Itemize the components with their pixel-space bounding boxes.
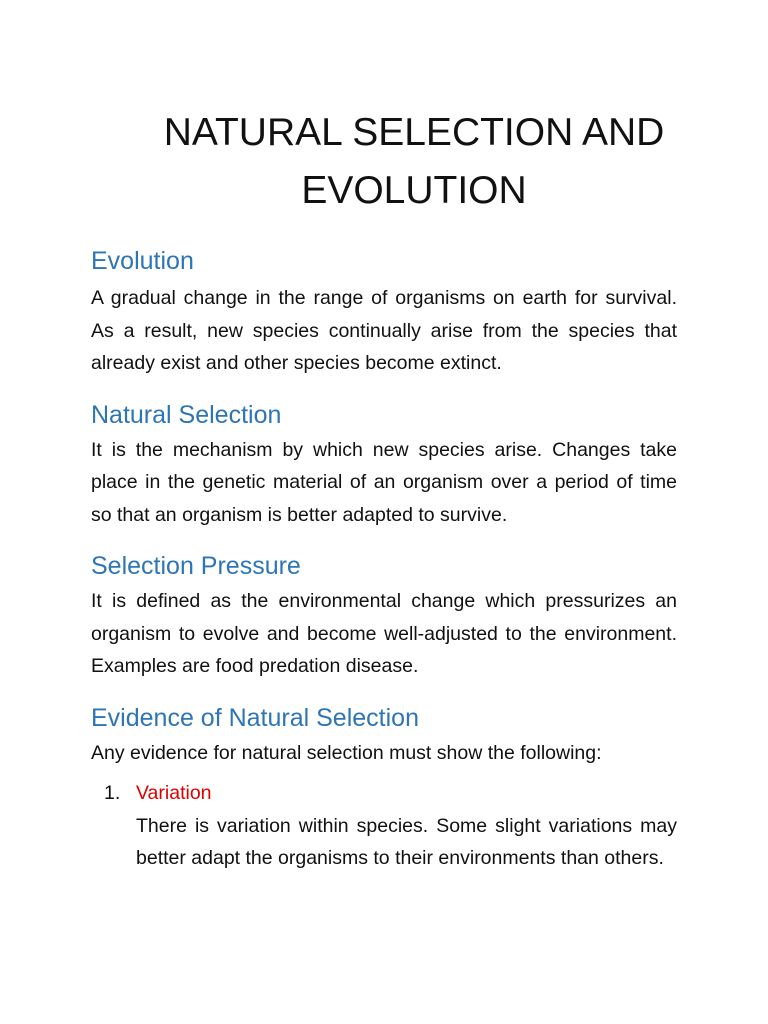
list-text: There is variation within species. Some slight variations may better adapt the organisms to their environments than others.: [136, 814, 677, 869]
section-paragraph: It is the mechanism by which new species arise. Changes take place in the genetic material of an organism over a period of time so that an organism is better adapted to survive.: [91, 438, 677, 526]
section-paragraph: A gradual change in the range of organisms on earth for survival. As a result, new species continually arise from the species that already exist and other species become extinct.: [91, 287, 677, 374]
evidence-list: [91, 777, 677, 875]
section-evolution: [91, 244, 677, 380]
list-item: [91, 777, 677, 875]
document-title: NATURAL SELECTION AND EVOLUTION: [163, 111, 665, 212]
section-paragraph: It is defined as the environmental change which pressurizes an organism to evolve and become well-adjusted to the environment. Examples are food predation disease.: [91, 590, 677, 677]
list-term: Variation: [136, 782, 212, 804]
section-evidence: [91, 701, 677, 875]
section-selection-pressure: [91, 549, 677, 683]
section-heading: Natural Selection: [91, 400, 282, 429]
section-paragraph: Any evidence for natural selection must show the following:: [91, 741, 602, 764]
section-natural-selection: [91, 398, 677, 532]
list-number: 1.: [104, 782, 121, 804]
section-heading: Evolution: [91, 247, 194, 275]
section-heading: Evidence of Natural Selection: [91, 703, 419, 732]
section-heading: Selection Pressure: [91, 552, 301, 580]
